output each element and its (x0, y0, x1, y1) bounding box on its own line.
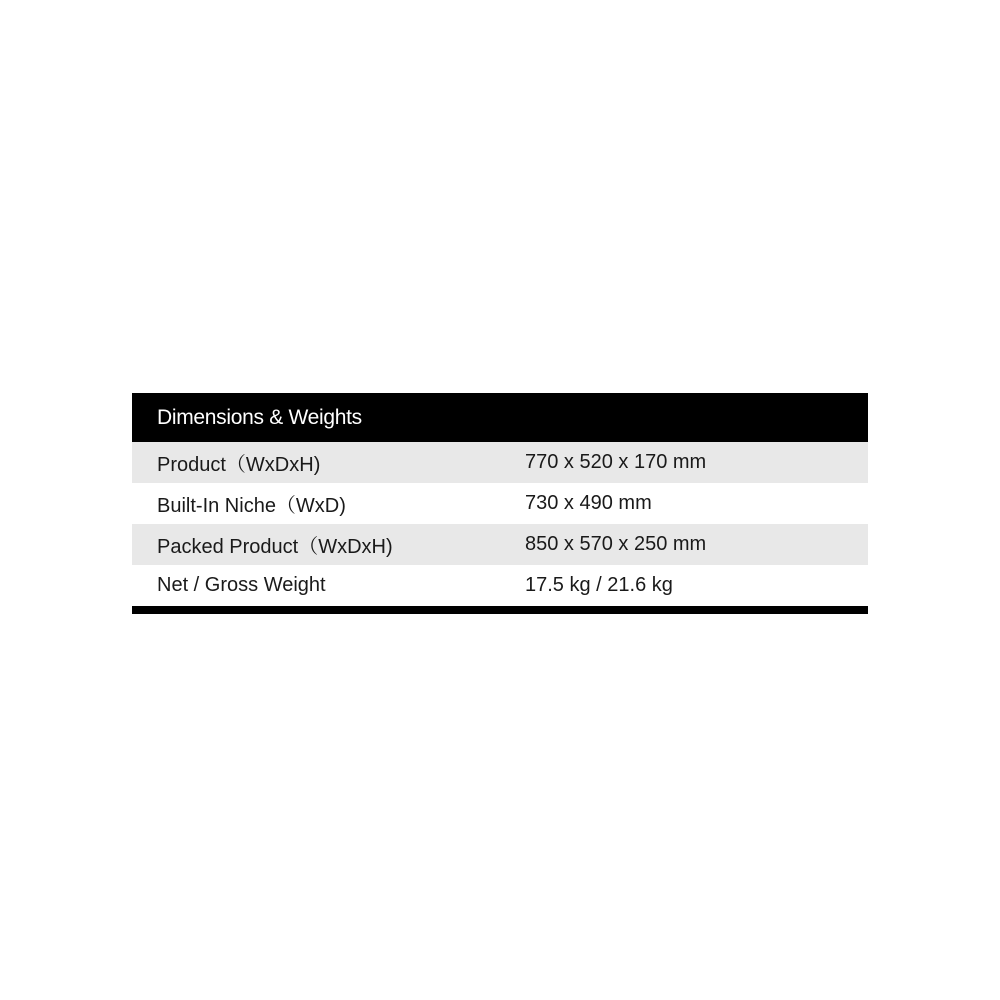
row-value-built-in-niche: 730 x 490 mm (525, 492, 652, 514)
table-row (132, 524, 868, 565)
row-label-net-gross-weight: Net / Gross Weight (157, 574, 326, 596)
row-label-product: Product（WxDxH) (157, 454, 321, 476)
table-row (132, 483, 868, 524)
row-value-product: 770 x 520 x 170 mm (525, 451, 707, 473)
dimensions-weights-table (132, 393, 868, 614)
row-value-net-gross-weight: 17.5 kg / 21.6 kg (525, 574, 673, 596)
table-row (132, 565, 868, 606)
table-bottom-rule (132, 606, 868, 614)
row-label-packed-product: Packed Product（WxDxH) (157, 536, 393, 558)
row-value-packed-product: 850 x 570 x 250 mm (525, 533, 707, 555)
table-title: Dimensions & Weights (157, 405, 362, 429)
table-header (132, 393, 868, 442)
row-label-built-in-niche: Built-In Niche（WxD) (157, 495, 346, 517)
table-row (132, 442, 868, 483)
